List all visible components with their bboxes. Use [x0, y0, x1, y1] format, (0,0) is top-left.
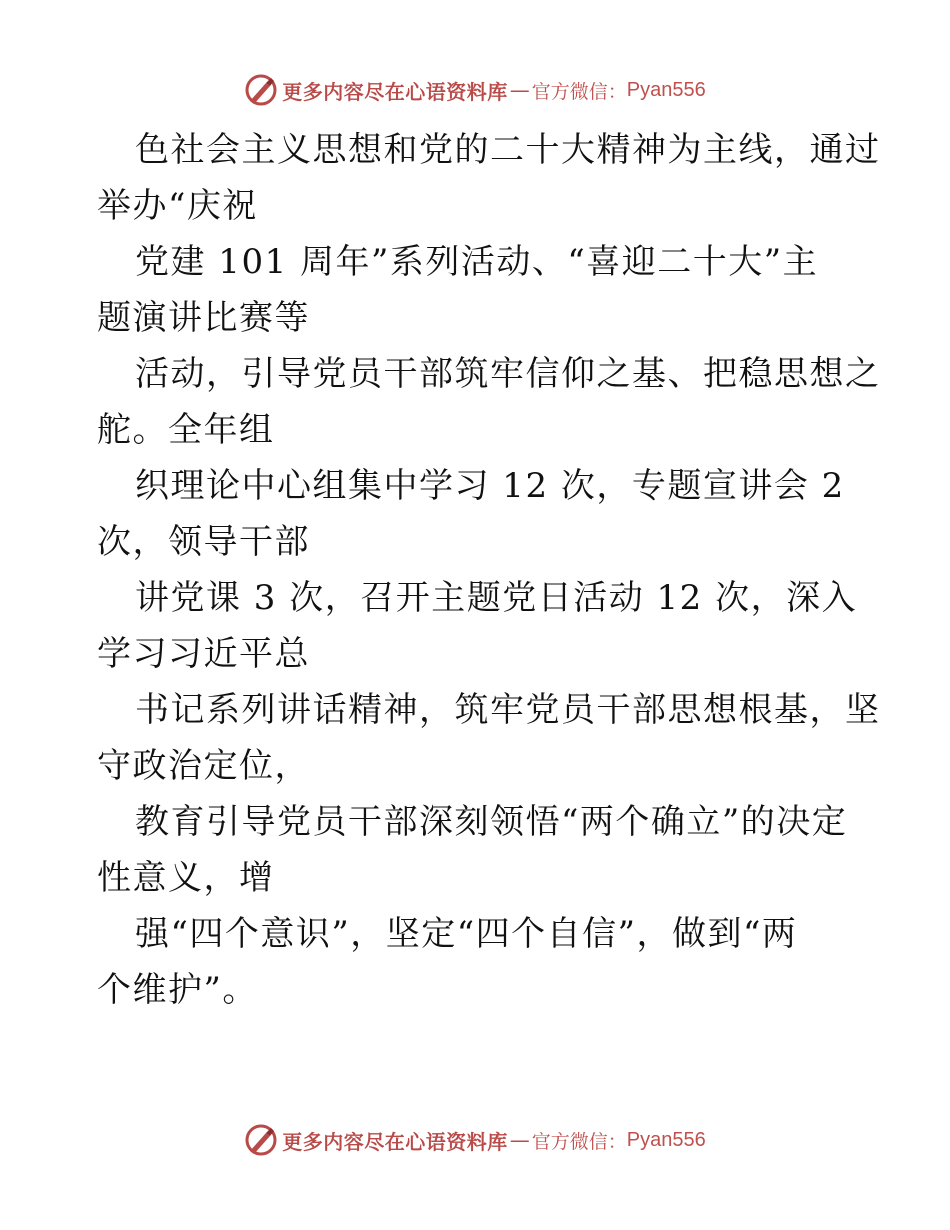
header-wechat-label: 官方微信：: [531, 80, 627, 103]
body-line-5: 活动，引导党员干部筑牢信仰之基、把稳思想之: [135, 354, 881, 394]
body-line-12: 守政治定位，: [97, 746, 310, 786]
body-line-13: 教育引导党员干部深刻领悟“两个确立”的决定: [135, 802, 848, 842]
body-line-15: 强“四个意识”，坚定“四个自信”，做到“两: [135, 914, 798, 954]
footer-wechat-label: 官方微信：: [531, 1130, 627, 1153]
body-line-2: 举办“庆祝: [97, 186, 258, 226]
header-dash: —: [509, 78, 530, 102]
body-line-16: 个维护”。: [97, 970, 258, 1010]
body-line-11: 书记系列讲话精神，筑牢党员干部思想根基，坚: [135, 690, 881, 730]
body-line-8: 次，领导干部: [97, 522, 310, 562]
header-wechat-id: Pyan556: [626, 78, 706, 101]
pen-circle-logo-icon: [244, 73, 278, 107]
header-site-text: 更多内容尽在心语资料库: [282, 79, 508, 104]
body-text: [97, 122, 881, 1018]
body-line-3: 党建 101 周年”系列活动、“喜迎二十大”主: [135, 242, 819, 282]
body-line-10: 学习习近平总: [97, 634, 310, 674]
body-line-6: 舵。全年组: [97, 410, 275, 450]
body-line-1: 色社会主义思想和党的二十大精神为主线，通过: [135, 130, 881, 170]
body-line-14: 性意义，增: [97, 858, 275, 898]
footer-wechat-id: Pyan556: [626, 1128, 706, 1151]
footer-dash: —: [509, 1128, 530, 1152]
body-line-4: 题演讲比赛等: [97, 298, 310, 338]
footer-banner: [0, 1120, 950, 1160]
body-line-9: 讲党课 3 次，召开主题党日活动 12 次，深入: [135, 578, 858, 618]
footer-site-text: 更多内容尽在心语资料库: [282, 1129, 508, 1154]
body-line-7: 织理论中心组集中学习 12 次，专题宣讲会 2: [135, 466, 845, 506]
header-banner: [0, 70, 950, 110]
pen-circle-logo-icon: [244, 1123, 278, 1157]
